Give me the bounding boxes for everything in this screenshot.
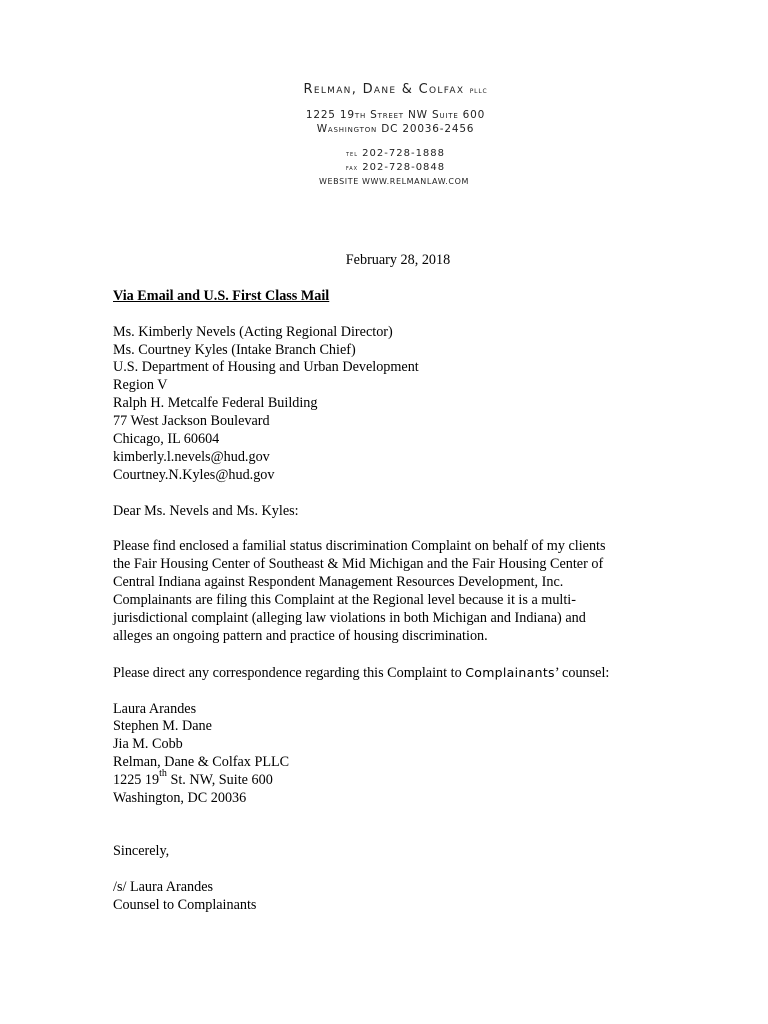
counsel-block [113,701,653,808]
salutation: Dear Ms. Nevels and Ms. Kyles: [113,502,299,519]
paragraph-line: Central Indiana against Respondent Management Resources Development, Inc. [113,574,564,591]
firm-fax [23,161,768,175]
counsel-line: Stephen M. Dane [113,718,212,735]
fax-number: 202-728-0848 [362,161,446,173]
tel-label: tel [345,148,358,158]
counsel-line: Jia M. Cobb [113,736,183,753]
recipient-block [113,324,653,485]
paragraph-line: Complainants are filing this Complaint at the Regional level because it is a multi- [113,592,576,609]
letter-date: February 28, 2018 [345,252,451,268]
paragraph-line: Please find enclosed a familial status discrimination Complaint on behalf of my clients [113,538,606,555]
body-paragraph-2 [113,664,653,683]
delivery-method: Via Email and U.S. First Class Mail [113,287,330,304]
counsel-line: Relman, Dane & Colfax PLLC [113,754,290,771]
letterhead [0,82,768,189]
firm-suffix: pllc [469,86,488,96]
recipient-line: U.S. Department of Housing and Urban Development [113,359,419,376]
letter-body [113,252,653,915]
firm-website [20,175,768,189]
closing: Sincerely, [113,843,170,859]
counsel-street [113,768,653,790]
firm-address-line2: Washington DC 20036-2456 [316,122,475,135]
paragraph-line: the Fair Housing Center of Southeast & Mid Michigan and the Fair Housing Center of [113,556,604,573]
firm-name-text: Relman, Dane & Colfax [303,82,465,97]
firm-telephone [23,147,768,161]
recipient-line: Chicago, IL 60604 [113,431,220,448]
letterhead-spacer [0,136,768,147]
body-paragraph-1 [113,538,653,645]
paragraph-text: Please direct any correspondence regarding this Complaint to [113,664,466,681]
counsel-line: Laura Arandes [113,700,197,717]
website-label: WEBSITE [318,176,359,186]
street-ordinal: th [159,768,167,780]
recipient-line: 77 West Jackson Boulevard [113,413,270,430]
recipient-email: Courtney.N.Kyles@hud.gov [113,466,275,483]
firm-name [23,82,768,98]
signer-title: Counsel to Complainants [113,896,257,913]
website-url: WWW.RELMANLAW.COM [362,176,470,186]
paragraph-text: Complainants [465,664,555,680]
signature: /s/ Laura Arandes [113,878,214,895]
fax-label: fax [345,162,359,172]
recipient-line: Ms. Courtney Kyles (Intake Branch Chief) [113,341,356,358]
recipient-line: Ms. Kimberly Nevels (Acting Regional Director) [113,323,393,340]
counsel-city: Washington, DC 20036 [113,790,247,807]
tel-number: 202-728-1888 [362,147,446,159]
street-number: 1225 19 [113,772,160,789]
recipient-line: Region V [113,377,168,394]
paragraph-line: alleges an ongoing pattern and practice of housing discrimination. [113,627,488,644]
recipient-line: Ralph H. Metcalfe Federal Building [113,395,318,412]
paragraph-text: ’ counsel: [554,664,610,681]
signature-block [113,879,653,915]
firm-address-line1: 1225 19th Street NW Suite 600 [305,108,486,121]
street-rest: St. NW, Suite 600 [166,772,273,789]
recipient-email: kimberly.l.nevels@hud.gov [113,448,270,465]
paragraph-line: jurisdictional complaint (alleging law violations in both Michigan and Indiana) and [113,610,586,627]
